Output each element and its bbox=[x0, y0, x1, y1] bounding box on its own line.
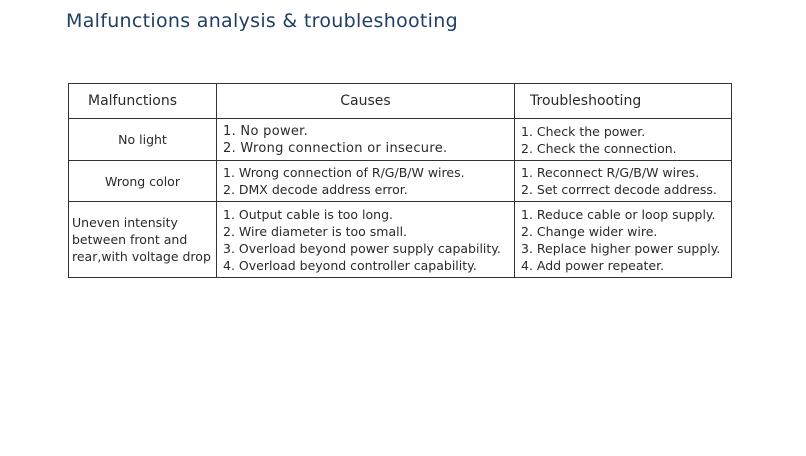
header-causes: Causes bbox=[217, 84, 515, 119]
table-row bbox=[69, 119, 732, 161]
page-title: Malfunctions analysis & troubleshooting bbox=[66, 10, 458, 32]
troubleshooting-item: 1. Reconnect R/G/B/W wires. bbox=[521, 165, 700, 180]
causes-cell bbox=[217, 202, 515, 278]
causes-cell bbox=[217, 119, 515, 161]
malfunction-cell bbox=[69, 119, 217, 161]
cause-item: 1. Output cable is too long. bbox=[223, 206, 393, 222]
troubleshooting-item: 2. Check the connection. bbox=[521, 140, 677, 156]
header-malfunctions: Malfunctions bbox=[69, 84, 217, 119]
troubleshooting-item: 4. Add power repeater. bbox=[521, 257, 665, 273]
cause-item: 1. No power. bbox=[223, 123, 309, 139]
table-row bbox=[69, 161, 732, 202]
malfunction-cell bbox=[69, 161, 217, 202]
cause-item: 1. Wrong connection of R/G/B/W wires. bbox=[223, 165, 465, 180]
troubleshooting-item: 1. Check the power. bbox=[521, 123, 646, 139]
table-header-row bbox=[69, 84, 732, 119]
cause-item: 4. Overload beyond controller capability. bbox=[223, 257, 477, 273]
header-troubleshooting: Troubleshooting bbox=[515, 84, 732, 119]
troubleshooting-item: 1. Reduce cable or loop supply. bbox=[521, 206, 716, 222]
troubleshooting-cell bbox=[515, 161, 732, 202]
malfunction-text: between front and bbox=[72, 232, 188, 247]
cause-item: 2. Wire diameter is too small. bbox=[223, 223, 408, 239]
table-row bbox=[69, 202, 732, 278]
cause-item: 3. Overload beyond power supply capability. bbox=[223, 240, 501, 256]
malfunction-text: No light bbox=[118, 132, 167, 147]
troubleshooting-table bbox=[68, 83, 732, 278]
troubleshooting-cell bbox=[515, 202, 732, 278]
malfunction-cell bbox=[69, 202, 217, 278]
cause-item: 2. DMX decode address error. bbox=[223, 182, 408, 197]
malfunction-text: Uneven intensity bbox=[72, 215, 178, 230]
troubleshooting-item: 2. Change wider wire. bbox=[521, 223, 658, 239]
malfunction-text: Wrong color bbox=[105, 173, 180, 189]
causes-cell bbox=[217, 161, 515, 202]
cause-item: 2. Wrong connection or insecure. bbox=[223, 140, 448, 156]
troubleshooting-item: 3. Replace higher power supply. bbox=[521, 240, 721, 256]
malfunction-text: rear,with voltage drop bbox=[72, 249, 211, 264]
troubleshooting-cell bbox=[515, 119, 732, 161]
troubleshooting-item: 2. Set corrrect decode address. bbox=[521, 182, 717, 197]
